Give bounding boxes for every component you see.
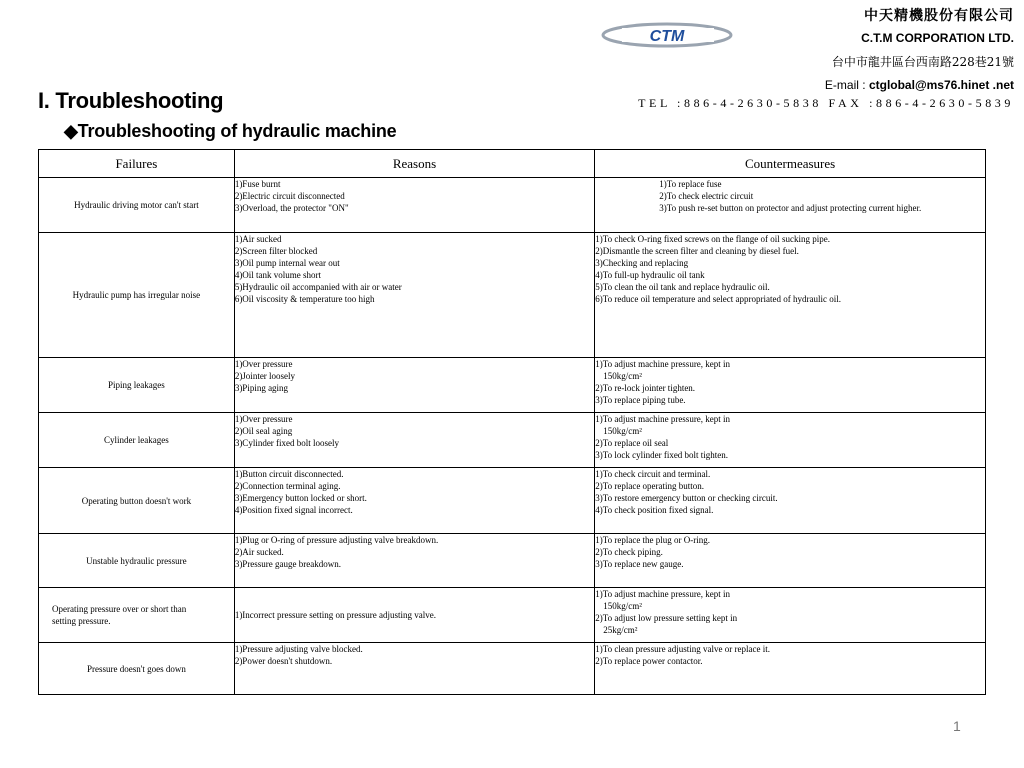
countermeasure-line: 3)Checking and replacing bbox=[595, 258, 689, 268]
table-header-row bbox=[39, 150, 986, 178]
countermeasure-line: 6)To reduce oil temperature and select appropriated of hydraulic oil. bbox=[595, 294, 841, 304]
company-name-en: C.T.M CORPORATION LTD. bbox=[861, 31, 1014, 45]
failure-cell: Cylinder leakages bbox=[39, 413, 235, 468]
table-row bbox=[39, 588, 986, 643]
reason-line: 3)Emergency button locked or short. bbox=[234, 493, 367, 503]
countermeasure-line: 1)To clean pressure adjusting valve or replace it. bbox=[595, 644, 771, 654]
reason-line: 1)Plug or O-ring of pressure adjusting valve breakdown. bbox=[234, 535, 439, 545]
reasons-cell bbox=[234, 534, 594, 588]
countermeasures-cell bbox=[595, 588, 986, 643]
reason-line: 3)Pressure gauge breakdown. bbox=[234, 559, 342, 569]
table-row bbox=[39, 358, 986, 413]
page-number: 1 bbox=[953, 718, 961, 734]
header-failures: Failures bbox=[39, 150, 235, 178]
reasons-cell bbox=[234, 468, 594, 534]
countermeasure-line: 2)To adjust low pressure setting kept in bbox=[595, 613, 738, 623]
reason-line: 3)Piping aging bbox=[234, 383, 289, 393]
reason-line: 2)Screen filter blocked bbox=[234, 246, 318, 256]
table-row bbox=[39, 178, 986, 233]
countermeasure-line: 150kg/cm² bbox=[603, 601, 642, 611]
header-reasons: Reasons bbox=[234, 150, 594, 178]
countermeasure-line: 2)To replace oil seal bbox=[595, 438, 669, 448]
countermeasure-line: 1)To adjust machine pressure, kept in bbox=[595, 359, 731, 369]
countermeasure-line: 1)To replace the plug or O-ring. bbox=[595, 535, 711, 545]
countermeasure-line: 3)To lock cylinder fixed bolt tighten. bbox=[595, 450, 729, 460]
countermeasure-line: 2)To check electric circuit bbox=[659, 191, 754, 201]
reason-line: 2)Connection terminal aging. bbox=[234, 481, 341, 491]
failure-cell: Unstable hydraulic pressure bbox=[39, 534, 235, 588]
failure-cell: Piping leakages bbox=[39, 358, 235, 413]
table-row bbox=[39, 643, 986, 695]
failure-cell: Operating button doesn't work bbox=[39, 468, 235, 534]
failure-cell bbox=[39, 588, 235, 643]
reason-line: 6)Oil viscosity & temperature too high bbox=[234, 294, 375, 304]
reason-line: 2)Oil seal aging bbox=[234, 426, 293, 436]
countermeasure-line: 2)To check piping. bbox=[595, 547, 663, 557]
countermeasure-line: 150kg/cm² bbox=[603, 426, 642, 436]
company-info bbox=[825, 6, 1014, 96]
reason-line: 2)Jointer loosely bbox=[234, 371, 296, 381]
reasons-cell bbox=[234, 178, 594, 233]
reasons-cell bbox=[234, 588, 594, 643]
section-title: ◆Troubleshooting of hydraulic machine bbox=[64, 121, 397, 141]
reason-line: 3)Overload, the protector "ON" bbox=[234, 203, 349, 213]
reason-line: 1)Button circuit disconnected. bbox=[234, 469, 344, 479]
email-value: ctglobal@ms76.hinet .net bbox=[868, 78, 1014, 92]
reason-line: 1)Over pressure bbox=[234, 359, 293, 369]
reason-line: 4)Position fixed signal incorrect. bbox=[234, 505, 353, 515]
reasons-cell bbox=[234, 413, 594, 468]
countermeasure-line: 4)To check position fixed signal. bbox=[595, 505, 714, 515]
troubleshooting-table bbox=[38, 149, 986, 695]
reason-line: 1)Pressure adjusting valve blocked. bbox=[234, 644, 363, 654]
countermeasures-cell bbox=[595, 534, 986, 588]
table-row bbox=[39, 233, 986, 358]
header-countermeasures: Countermeasures bbox=[595, 150, 986, 178]
countermeasure-line: 1)To check circuit and terminal. bbox=[595, 469, 711, 479]
table-row bbox=[39, 534, 986, 588]
logo-text: CTM bbox=[649, 28, 685, 45]
tel-fax: TEL :886-4-2630-5838 FAX :886-4-2630-5839 bbox=[638, 96, 1014, 110]
reason-line: 1)Fuse burnt bbox=[234, 179, 281, 189]
countermeasure-line: 1)To adjust machine pressure, kept in bbox=[595, 589, 731, 599]
reason-line: 3)Cylinder fixed bolt loosely bbox=[234, 438, 340, 448]
countermeasure-line: 3)To replace piping tube. bbox=[595, 395, 686, 405]
reasons-cell bbox=[234, 358, 594, 413]
table-row bbox=[39, 468, 986, 534]
countermeasure-line: 1)To adjust machine pressure, kept in bbox=[595, 414, 731, 424]
countermeasures-cell bbox=[595, 413, 986, 468]
countermeasure-line: 5)To clean the oil tank and replace hydraulic oil. bbox=[595, 282, 770, 292]
countermeasure-line: 3)To restore emergency button or checking circuit. bbox=[595, 493, 778, 503]
reasons-cell bbox=[234, 643, 594, 695]
company-address: 台中市龍井區台西南路228巷21號 bbox=[831, 55, 1014, 69]
table-row bbox=[39, 413, 986, 468]
countermeasure-line: 2)To replace operating button. bbox=[595, 481, 705, 491]
email-label: E-mail : bbox=[824, 78, 869, 92]
countermeasure-line: 3)To replace new gauge. bbox=[595, 559, 684, 569]
countermeasure-line: 4)To full-up hydraulic oil tank bbox=[595, 270, 705, 280]
reason-line: 1)Incorrect pressure setting on pressure adjusting valve. bbox=[234, 610, 436, 620]
failure-cell: Pressure doesn't goes down bbox=[39, 643, 235, 695]
failure-line: Operating pressure over or short than bbox=[52, 604, 187, 614]
countermeasures-cell bbox=[595, 178, 986, 233]
reason-line: 5)Hydraulic oil accompanied with air or water bbox=[234, 282, 402, 292]
countermeasure-line: 1)To replace fuse bbox=[659, 179, 722, 189]
reason-line: 1)Air sucked bbox=[234, 234, 282, 244]
page-title: I. Troubleshooting bbox=[38, 88, 224, 113]
reasons-cell bbox=[234, 233, 594, 358]
ctm-logo bbox=[600, 20, 735, 50]
countermeasure-line: 2)To replace power contactor. bbox=[595, 656, 703, 666]
countermeasure-line: 3)To push re-set button on protector and adjust protecting current higher. bbox=[659, 203, 922, 213]
reason-line: 2)Power doesn't shutdown. bbox=[234, 656, 333, 666]
failure-line: setting pressure. bbox=[52, 616, 111, 626]
countermeasure-line: 2)Dismantle the screen filter and cleaning by diesel fuel. bbox=[595, 246, 799, 256]
failure-cell: Hydraulic driving motor can't start bbox=[39, 178, 235, 233]
reason-line: 2)Electric circuit disconnected bbox=[234, 191, 345, 201]
countermeasures-cell bbox=[595, 358, 986, 413]
company-name-cn: 中天精機股份有限公司 bbox=[864, 8, 1014, 24]
countermeasure-line: 2)To re-lock jointer tighten. bbox=[595, 383, 696, 393]
reason-line: 1)Over pressure bbox=[234, 414, 293, 424]
failure-cell: Hydraulic pump has irregular noise bbox=[39, 233, 235, 358]
countermeasure-line: 25kg/cm² bbox=[603, 625, 638, 635]
reason-line: 2)Air sucked. bbox=[234, 547, 284, 557]
company-email bbox=[825, 74, 1014, 96]
countermeasure-line: 150kg/cm² bbox=[603, 371, 642, 381]
countermeasures-cell bbox=[595, 233, 986, 358]
countermeasures-cell bbox=[595, 468, 986, 534]
reason-line: 3)Oil pump internal wear out bbox=[234, 258, 340, 268]
countermeasures-cell bbox=[595, 643, 986, 695]
reason-line: 4)Oil tank volume short bbox=[234, 270, 322, 280]
countermeasure-line: 1)To check O-ring fixed screws on the flange of oil sucking pipe. bbox=[595, 234, 831, 244]
